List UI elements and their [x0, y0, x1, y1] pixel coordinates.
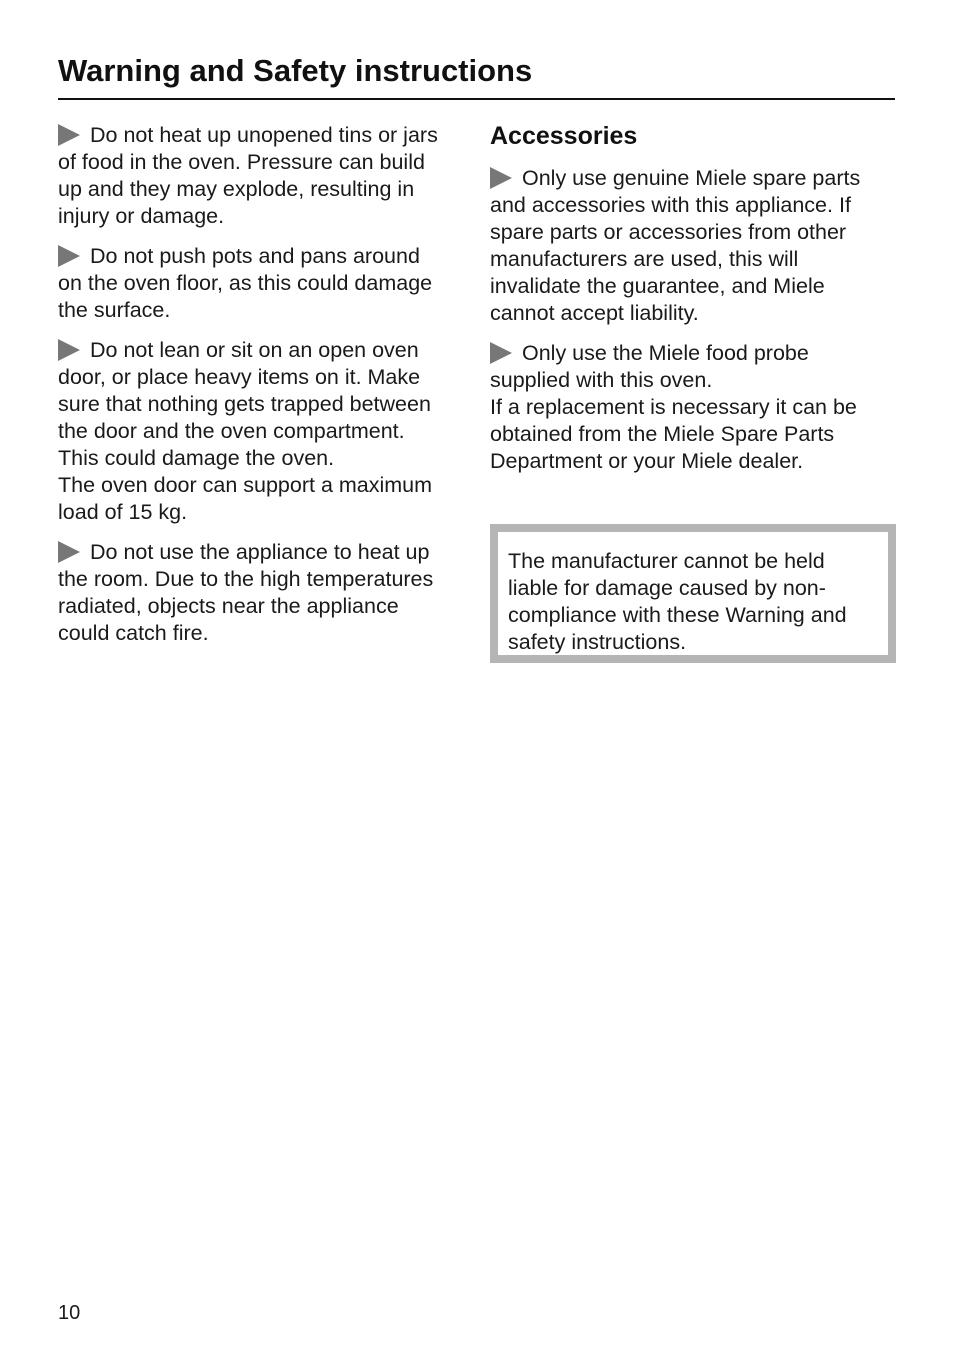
- warning-paragraph-heating: [58, 539, 468, 647]
- note-line: liable for damage caused by non-: [508, 576, 826, 600]
- warning-paragraph-tins: [58, 122, 468, 230]
- right-column: [490, 122, 895, 488]
- note-line: compliance with these Warning and: [508, 603, 847, 627]
- triangle-bullet-icon: [490, 167, 512, 189]
- paragraph-line: sure that nothing gets trapped between: [58, 392, 431, 416]
- paragraph-line: obtained from the Miele Spare Parts: [490, 422, 835, 446]
- paragraph-line: cannot accept liability.: [490, 301, 699, 325]
- paragraph-line: up and they may explode, resulting in: [58, 177, 415, 201]
- note-line: The manufacturer cannot be held: [508, 549, 825, 573]
- triangle-bullet-icon: [58, 124, 80, 146]
- paragraph-line: could catch fire.: [58, 621, 209, 645]
- paragraph-line: invalidate the guarantee, and Miele: [490, 274, 825, 298]
- paragraph-line: the surface.: [58, 298, 171, 322]
- paragraph-line: the room. Due to the high temperatures: [58, 567, 434, 591]
- triangle-bullet-icon: [490, 342, 512, 364]
- paragraph-line: Do not use the appliance to heat up: [58, 539, 468, 566]
- triangle-bullet-icon: [58, 245, 80, 267]
- paragraph-line: load of 15 kg.: [58, 500, 188, 524]
- page-number: 10: [58, 1302, 81, 1324]
- paragraph-line: Department or your Miele dealer.: [490, 449, 804, 473]
- paragraph-line: The oven door can support a maximum: [58, 473, 433, 497]
- paragraph-line: door, or place heavy items on it. Make: [58, 365, 421, 389]
- paragraph-line: Do not push pots and pans around: [58, 243, 468, 270]
- paragraph-line: radiated, objects near the appliance: [58, 594, 399, 618]
- paragraph-line: manufacturers are used, this will: [490, 247, 799, 271]
- warning-paragraph-door: [58, 337, 468, 526]
- paragraph-line: Only use the Miele food probe: [490, 340, 895, 367]
- paragraph-line: of food in the oven. Pressure can build: [58, 150, 425, 174]
- title-divider: [58, 98, 895, 100]
- paragraph-line: Do not lean or sit on an open oven: [58, 337, 468, 364]
- triangle-bullet-icon: [58, 339, 80, 361]
- paragraph-line: injury or damage.: [58, 204, 225, 228]
- paragraph-line: and accessories with this appliance. If: [490, 193, 851, 217]
- paragraph-line: This could damage the oven.: [58, 446, 335, 470]
- liability-note-box: [490, 524, 896, 663]
- accessories-heading: Accessories: [490, 122, 638, 150]
- paragraph-line: the door and the oven compartment.: [58, 419, 405, 443]
- note-line: safety instructions.: [508, 630, 687, 654]
- accessories-paragraph-food-probe: [490, 340, 895, 475]
- triangle-bullet-icon: [58, 541, 80, 563]
- paragraph-line: Only use genuine Miele spare parts: [490, 165, 895, 192]
- warning-paragraph-pots: [58, 243, 468, 324]
- paragraph-line: Do not heat up unopened tins or jars: [58, 122, 468, 149]
- left-column: [58, 122, 468, 660]
- paragraph-line: If a replacement is necessary it can be: [490, 395, 857, 419]
- liability-note-text: [508, 548, 847, 656]
- accessories-paragraph-spare-parts: [490, 165, 895, 327]
- paragraph-line: spare parts or accessories from other: [490, 220, 847, 244]
- paragraph-line: on the oven floor, as this could damage: [58, 271, 433, 295]
- page-title: Warning and Safety instructions: [58, 53, 533, 88]
- paragraph-line: supplied with this oven.: [490, 368, 713, 392]
